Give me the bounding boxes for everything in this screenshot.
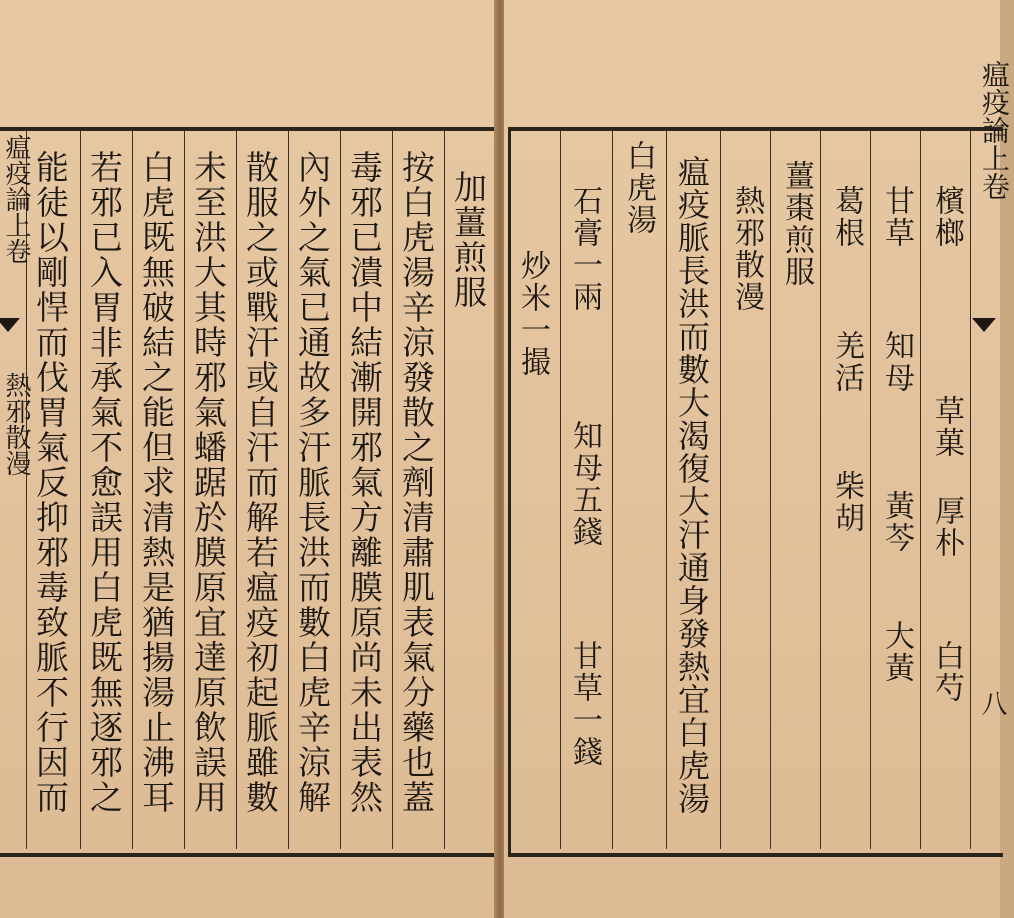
page-number: 八 [977, 690, 1007, 716]
column-rule [184, 131, 185, 849]
herb-item: 石膏一兩 [567, 185, 602, 313]
margin-subtitle: 熱邪散漫 [1, 372, 31, 476]
herb-item: 知母五錢 [567, 420, 602, 548]
margin-title: 瘟疫論上卷 [1, 134, 31, 264]
fishtail-mark [972, 318, 996, 332]
column-rule [288, 131, 289, 849]
column-rule [770, 131, 771, 849]
herb-item: 黃芩 [879, 490, 914, 554]
column-rule [236, 131, 237, 849]
column-rule [820, 131, 821, 849]
text-column: 薑棗煎服 [779, 160, 814, 288]
column-rule [870, 131, 871, 849]
formula-title: 白虎湯 [621, 140, 656, 236]
herb-item: 葛根 [829, 185, 864, 249]
text-column: 白虎既無破結之能但求清熱是猶揚湯止沸耳 [137, 150, 176, 815]
column-rule [920, 131, 921, 849]
fishtail-mark [0, 318, 20, 332]
herb-item: 羌活 [829, 330, 864, 394]
column-rule [132, 131, 133, 849]
column-rule [340, 131, 341, 849]
herb-item: 知母 [879, 330, 914, 394]
column-rule [392, 131, 393, 849]
herb-item: 柴胡 [829, 470, 864, 534]
herb-item: 白芍 [929, 640, 964, 704]
text-column: 加薑煎服 [449, 170, 488, 310]
herb-item: 大黃 [879, 620, 914, 684]
column-rule [612, 131, 613, 849]
column-rule [444, 131, 445, 849]
column-rule [666, 131, 667, 849]
text-column: 按白虎湯辛涼發散之劑清肅肌表氣分藥也蓋 [397, 150, 436, 815]
text-column: 毒邪已潰中結漸開邪氣方離膜原尚未出表然 [345, 150, 384, 815]
text-column: 若邪已入胃非承氣不愈誤用白虎既無逐邪之 [85, 150, 124, 815]
section-heading: 熱邪散漫 [729, 185, 764, 313]
text-column: 未至洪大其時邪氣蟠踞於膜原宜達原飲誤用 [189, 150, 228, 815]
text-column: 內外之氣已通故多汗脈長洪而數白虎辛涼解 [293, 150, 332, 815]
herb-item: 甘草一錢 [567, 640, 602, 768]
herb-item: 炒米一撮 [515, 250, 550, 378]
herb-item: 厚朴 [929, 495, 964, 559]
column-rule [560, 131, 561, 849]
right-page [504, 0, 1011, 918]
text-column: 能徒以剛悍而伐胃氣反抑邪毒致脈不行因而 [31, 150, 70, 815]
herb-item: 甘草 [879, 185, 914, 249]
text-column: 散服之或戰汗或自汗而解若瘟疫初起脈雖數 [241, 150, 280, 815]
herb-item: 檳榔 [929, 185, 964, 249]
text-column: 瘟疫脈長洪而數大渴復大汗通身發熱宜白虎湯 [673, 155, 711, 815]
left-page [0, 0, 496, 918]
column-rule [80, 131, 81, 849]
margin-title: 瘟疫論上卷 [978, 60, 1011, 200]
margin-rule [970, 131, 971, 849]
herb-item: 草菓 [929, 395, 964, 459]
column-rule [720, 131, 721, 849]
